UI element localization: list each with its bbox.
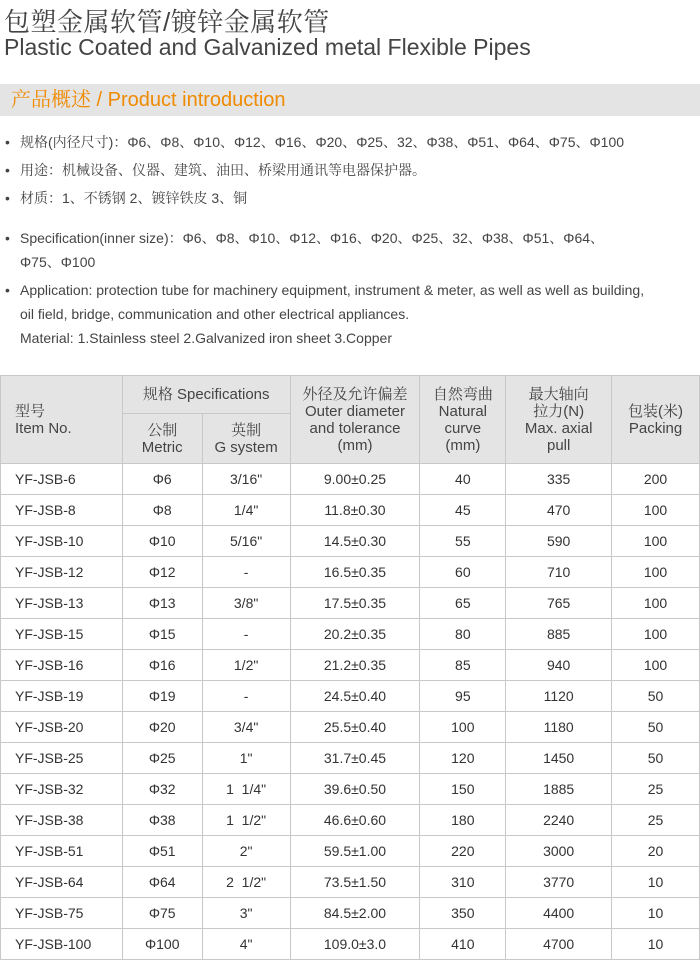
section-header [0, 84, 700, 116]
metric-cell: Φ64 [122, 867, 202, 898]
item-no-cell: YF-JSB-32 [1, 774, 123, 805]
page-title-en: Plastic Coated and Galvanized metal Flexible Pipes [4, 34, 531, 60]
natural-curve-cell: 120 [420, 743, 506, 774]
packing-cell: 20 [612, 836, 700, 867]
packing-cell: 10 [612, 898, 700, 929]
max-axial-pull-cell: 3770 [506, 867, 612, 898]
table-row [1, 650, 700, 681]
g-system-cell: 3/16" [202, 464, 290, 495]
g-system-cell: 2" [202, 836, 290, 867]
natural-curve-cell: 40 [420, 464, 506, 495]
max-axial-pull-cell: 1120 [506, 681, 612, 712]
header-metric: 公制 Metric [122, 414, 202, 464]
natural-curve-cell: 180 [420, 805, 506, 836]
g-system-cell: 1 1/4" [202, 774, 290, 805]
max-axial-pull-cell: 1180 [506, 712, 612, 743]
g-system-cell: 4" [202, 929, 290, 960]
natural-curve-cell: 85 [420, 650, 506, 681]
metric-cell: Φ13 [122, 588, 202, 619]
bullet-dot-icon: • [5, 134, 10, 150]
item-no-cell: YF-JSB-38 [1, 805, 123, 836]
g-system-cell: 1/2" [202, 650, 290, 681]
metric-cell: Φ75 [122, 898, 202, 929]
g-system-cell: - [202, 619, 290, 650]
outer-diameter-cell: 25.5±0.40 [290, 712, 420, 743]
max-axial-pull-cell: 335 [506, 464, 612, 495]
header-max-axial-pull: 最大轴向 拉力(N) Max. axial pull [506, 376, 612, 464]
packing-cell: 200 [612, 464, 700, 495]
item-no-cell: YF-JSB-64 [1, 867, 123, 898]
metric-cell: Φ25 [122, 743, 202, 774]
header-packing: 包装(米) Packing [612, 376, 700, 464]
g-system-cell: - [202, 557, 290, 588]
natural-curve-cell: 65 [420, 588, 506, 619]
metric-cell: Φ8 [122, 495, 202, 526]
packing-cell: 100 [612, 619, 700, 650]
metric-cell: Φ12 [122, 557, 202, 588]
table-row [1, 805, 700, 836]
table-row [1, 712, 700, 743]
table-row [1, 526, 700, 557]
outer-diameter-cell: 109.0±3.0 [290, 929, 420, 960]
max-axial-pull-cell: 3000 [506, 836, 612, 867]
table-row [1, 619, 700, 650]
table-row [1, 588, 700, 619]
packing-cell: 100 [612, 557, 700, 588]
max-axial-pull-cell: 1450 [506, 743, 612, 774]
en-bullet-spec: • Specification(inner size)：Φ6、Φ8、Φ10、Φ12、Φ16、Φ20、Φ25、32、Φ38、Φ51、Φ64、 Φ75、Φ100 [0, 226, 700, 274]
metric-cell: Φ100 [122, 929, 202, 960]
item-no-cell: YF-JSB-16 [1, 650, 123, 681]
metric-cell: Φ6 [122, 464, 202, 495]
max-axial-pull-cell: 2240 [506, 805, 612, 836]
max-axial-pull-cell: 590 [506, 526, 612, 557]
packing-cell: 50 [612, 681, 700, 712]
outer-diameter-cell: 84.5±2.00 [290, 898, 420, 929]
item-no-cell: YF-JSB-19 [1, 681, 123, 712]
item-no-cell: YF-JSB-15 [1, 619, 123, 650]
metric-cell: Φ51 [122, 836, 202, 867]
outer-diameter-cell: 21.2±0.35 [290, 650, 420, 681]
natural-curve-cell: 95 [420, 681, 506, 712]
natural-curve-cell: 60 [420, 557, 506, 588]
max-axial-pull-cell: 940 [506, 650, 612, 681]
packing-cell: 100 [612, 650, 700, 681]
metric-cell: Φ20 [122, 712, 202, 743]
outer-diameter-cell: 14.5±0.30 [290, 526, 420, 557]
en-bullet-application: • Application: protection tube for machinery equipment, instrument & meter, as well as well as building, oil field, bridge, communication and other electrical appliances. Material: 1.Stainless steel 2.Galvanized iron sheet 3.Copper [0, 278, 700, 350]
g-system-cell: 2 1/2" [202, 867, 290, 898]
natural-curve-cell: 100 [420, 712, 506, 743]
packing-cell: 10 [612, 867, 700, 898]
natural-curve-cell: 220 [420, 836, 506, 867]
max-axial-pull-cell: 885 [506, 619, 612, 650]
header-outer-diameter: 外径及允许偏差 Outer diameter and tolerance (mm) [290, 376, 420, 464]
max-axial-pull-cell: 4400 [506, 898, 612, 929]
g-system-cell: 3/4" [202, 712, 290, 743]
item-no-cell: YF-JSB-8 [1, 495, 123, 526]
outer-diameter-cell: 20.2±0.35 [290, 619, 420, 650]
table-row [1, 836, 700, 867]
packing-cell: 50 [612, 743, 700, 774]
max-axial-pull-cell: 710 [506, 557, 612, 588]
packing-cell: 50 [612, 712, 700, 743]
table-row [1, 495, 700, 526]
metric-cell: Φ32 [122, 774, 202, 805]
outer-diameter-cell: 31.7±0.45 [290, 743, 420, 774]
header-specifications: 规格 Specifications [122, 376, 290, 414]
natural-curve-cell: 410 [420, 929, 506, 960]
g-system-cell: 3/8" [202, 588, 290, 619]
outer-diameter-cell: 9.00±0.25 [290, 464, 420, 495]
natural-curve-cell: 55 [420, 526, 506, 557]
item-no-cell: YF-JSB-13 [1, 588, 123, 619]
max-axial-pull-cell: 765 [506, 588, 612, 619]
natural-curve-cell: 310 [420, 867, 506, 898]
spec-table-body [1, 464, 700, 960]
packing-cell: 10 [612, 929, 700, 960]
bullet-dot-icon: • [5, 282, 10, 298]
max-axial-pull-cell: 470 [506, 495, 612, 526]
table-row [1, 464, 700, 495]
cn-bullet-list [0, 128, 700, 212]
item-no-cell: YF-JSB-100 [1, 929, 123, 960]
g-system-cell: 1 1/2" [202, 805, 290, 836]
header-g-system: 英制 G system [202, 414, 290, 464]
cn-bullet-application: • 用途：机械设备、仪器、建筑、油田、桥梁用通讯等电器保护器。 [0, 156, 700, 184]
bullet-dot-icon: • [5, 230, 10, 246]
item-no-cell: YF-JSB-6 [1, 464, 123, 495]
outer-diameter-cell: 17.5±0.35 [290, 588, 420, 619]
item-no-cell: YF-JSB-25 [1, 743, 123, 774]
table-row [1, 898, 700, 929]
outer-diameter-cell: 24.5±0.40 [290, 681, 420, 712]
natural-curve-cell: 80 [420, 619, 506, 650]
page-title-cn: 包塑金属软管/镀锌金属软管 [4, 7, 330, 37]
packing-cell: 100 [612, 495, 700, 526]
g-system-cell: 1/4" [202, 495, 290, 526]
outer-diameter-cell: 11.8±0.30 [290, 495, 420, 526]
table-row [1, 867, 700, 898]
header-item-no: 型号 Item No. [1, 376, 123, 464]
item-no-cell: YF-JSB-12 [1, 557, 123, 588]
section-title: 产品概述 / Product introduction [11, 89, 286, 111]
item-no-cell: YF-JSB-51 [1, 836, 123, 867]
metric-cell: Φ15 [122, 619, 202, 650]
metric-cell: Φ16 [122, 650, 202, 681]
g-system-cell: 1" [202, 743, 290, 774]
table-row [1, 681, 700, 712]
metric-cell: Φ10 [122, 526, 202, 557]
packing-cell: 100 [612, 588, 700, 619]
outer-diameter-cell: 39.6±0.50 [290, 774, 420, 805]
cn-bullet-spec: • 规格(内径尺寸)：Φ6、Φ8、Φ10、Φ12、Φ16、Φ20、Φ25、32、Φ38、Φ51、Φ64、Φ75、Φ100 [0, 128, 700, 156]
table-row [1, 557, 700, 588]
natural-curve-cell: 150 [420, 774, 506, 805]
max-axial-pull-cell: 4700 [506, 929, 612, 960]
item-no-cell: YF-JSB-75 [1, 898, 123, 929]
table-row [1, 743, 700, 774]
item-no-cell: YF-JSB-20 [1, 712, 123, 743]
metric-cell: Φ38 [122, 805, 202, 836]
natural-curve-cell: 45 [420, 495, 506, 526]
table-row [1, 774, 700, 805]
item-no-cell: YF-JSB-10 [1, 526, 123, 557]
bullet-dot-icon: • [5, 162, 10, 178]
header-natural-curve: 自然弯曲 Natural curve (mm) [420, 376, 506, 464]
outer-diameter-cell: 59.5±1.00 [290, 836, 420, 867]
bullet-dot-icon: • [5, 190, 10, 206]
outer-diameter-cell: 46.6±0.60 [290, 805, 420, 836]
table-row [1, 929, 700, 960]
packing-cell: 25 [612, 774, 700, 805]
natural-curve-cell: 350 [420, 898, 506, 929]
max-axial-pull-cell: 1885 [506, 774, 612, 805]
en-bullet-list [0, 226, 700, 350]
g-system-cell: - [202, 681, 290, 712]
packing-cell: 25 [612, 805, 700, 836]
outer-diameter-cell: 16.5±0.35 [290, 557, 420, 588]
metric-cell: Φ19 [122, 681, 202, 712]
packing-cell: 100 [612, 526, 700, 557]
g-system-cell: 3" [202, 898, 290, 929]
outer-diameter-cell: 73.5±1.50 [290, 867, 420, 898]
cn-bullet-material: • 材质：1、不锈钢 2、镀锌铁皮 3、铜 [0, 184, 700, 212]
spec-table [0, 375, 700, 960]
g-system-cell: 5/16" [202, 526, 290, 557]
